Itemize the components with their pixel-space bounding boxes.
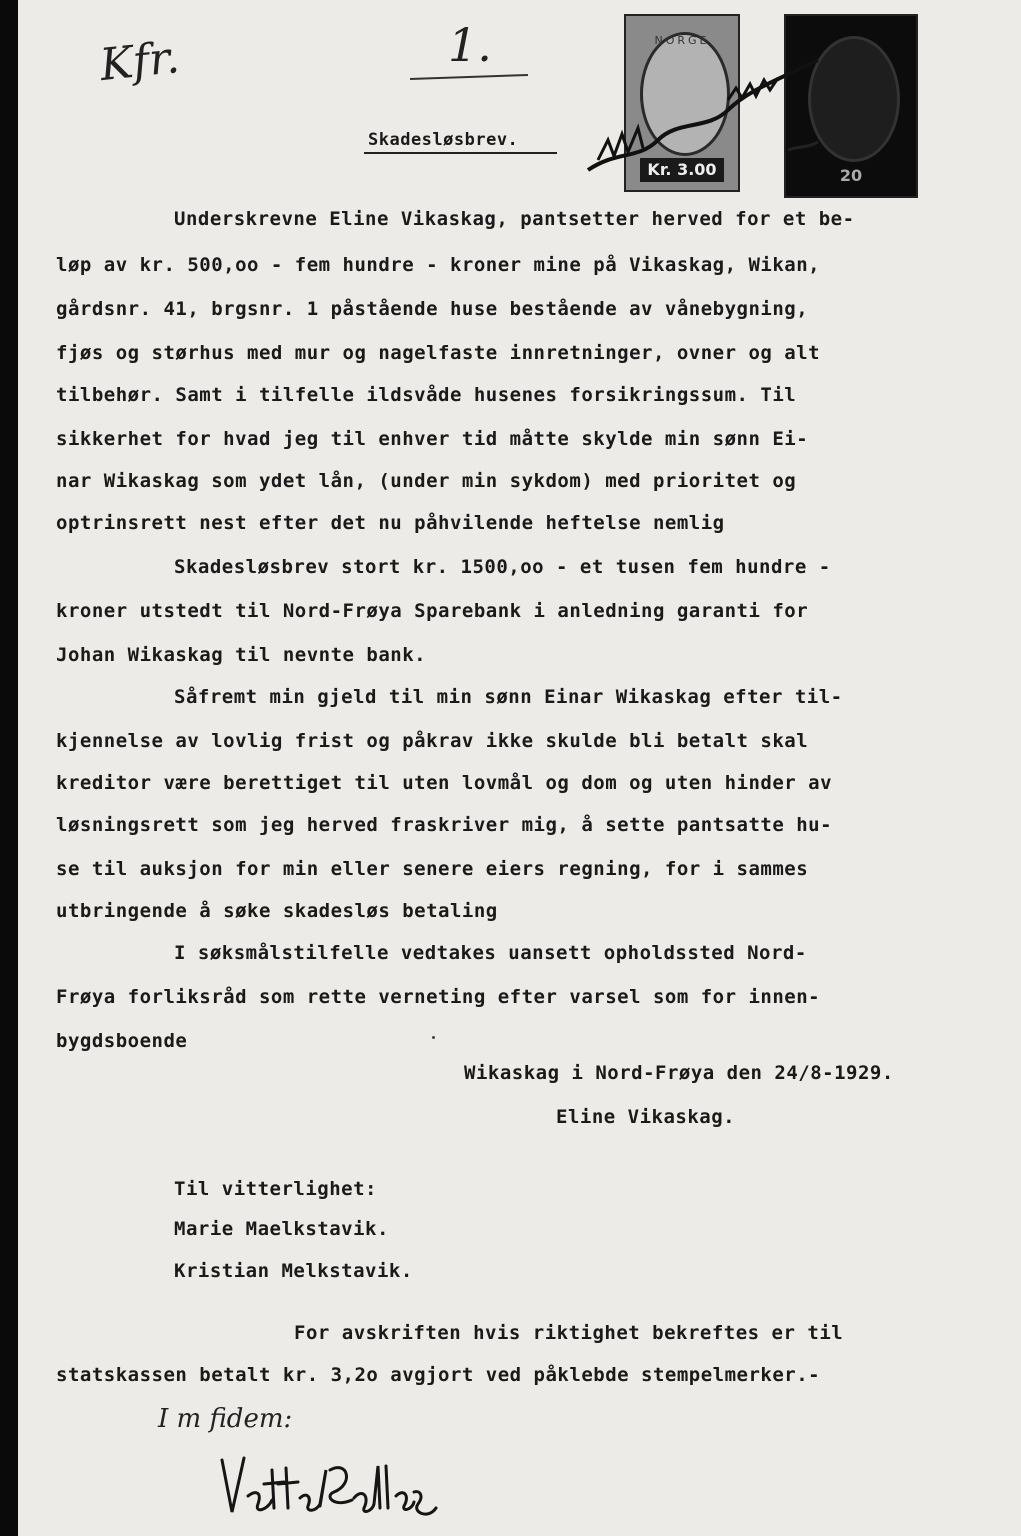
certification-line: For avskriften hvis riktighet bekreftes er til [294, 1322, 844, 1344]
page-number-underline [410, 74, 528, 80]
body-line: fjøs og størhus med mur og nagelfaste innretninger, ovner og alt [56, 342, 821, 364]
handwritten-signature [214, 1440, 444, 1530]
body-line: I søksmålstilfelle vedtakes uansett opholdssted Nord- [174, 942, 807, 964]
title-underline [364, 152, 557, 154]
body-line: optrinsrett nest efter det nu påhvilende heftelse nemlig [56, 512, 725, 534]
document-title: Skadesløsbrev. [368, 130, 519, 150]
signatory: Eline Vikaskag. [556, 1106, 736, 1128]
body-line: gårdsnr. 41, brgsnr. 1 påstående huse bestående av vånebygning, [56, 298, 809, 320]
body-line: sikkerhet for hvad jeg til enhver tid måtte skylde min sønn Ei- [56, 428, 809, 450]
body-line: Johan Wikaskag til nevnte bank. [56, 644, 427, 666]
page-number: 1. [448, 18, 492, 72]
stamp-country: NORGE [654, 34, 710, 47]
body-line: bygdsboende [56, 1030, 188, 1052]
body-line: kreditor være berettiget til uten lovmål og dom og uten hinder av [56, 772, 833, 794]
body-line: kjennelse av lovlig frist og påkrav ikke skulde bli betalt skal [56, 730, 809, 752]
body-line: løsningsrett som jeg herved fraskriver mig, å sette pantsatte hu- [56, 814, 833, 836]
body-line: kroner utstedt til Nord-Frøya Sparebank i anledning garanti for [56, 600, 809, 622]
stamp-crest-icon [808, 36, 900, 162]
witness-heading: Til vitterlighet: [174, 1178, 377, 1200]
body-line: Frøya forliksråd som rette verneting efter varsel som for innen- [56, 986, 821, 1008]
revenue-stamp [784, 14, 918, 198]
body-line: Underskrevne Eline Vikaskag, pantsetter herved for et be- [174, 208, 855, 230]
place-date: Wikaskag i Nord-Frøya den 24/8-1929. [464, 1062, 894, 1084]
body-line: Skadesløsbrev stort kr. 1500,oo - et tusen fem hundre - [174, 556, 831, 578]
scan-left-edge [0, 0, 18, 1536]
body-line: løp av kr. 500,oo - fem hundre - kroner mine på Vikaskag, Wikan, [56, 254, 821, 276]
witness-name: Marie Maelkstavik. [174, 1218, 389, 1240]
corner-note: Kfr. [97, 31, 182, 92]
certification-line: statskassen betalt kr. 3,2o avgjort ved påklebde stempelmerker.- [56, 1364, 821, 1386]
document-page [18, 0, 1021, 1536]
ink-speck [432, 1036, 435, 1039]
stamp-crest-icon [640, 32, 730, 156]
body-line: utbringende å søke skadesløs betaling [56, 900, 498, 922]
revenue-stamp [624, 14, 740, 192]
body-line: se til auksjon for min eller senere eiers regning, for i sammes [56, 858, 809, 880]
stamp-value: 20 [839, 166, 863, 185]
stamp-value: Kr. 3.00 [640, 158, 724, 182]
handwritten-attestation: I m fidem: [158, 1404, 293, 1434]
body-line: nar Wikaskag som ydet lån, (under min sykdom) med prioritet og [56, 470, 797, 492]
body-line: Såfremt min gjeld til min sønn Einar Wikaskag efter til- [174, 686, 843, 708]
witness-name: Kristian Melkstavik. [174, 1260, 413, 1282]
body-line: tilbehør. Samt i tilfelle ildsvåde husenes forsikringssum. Til [56, 384, 797, 406]
